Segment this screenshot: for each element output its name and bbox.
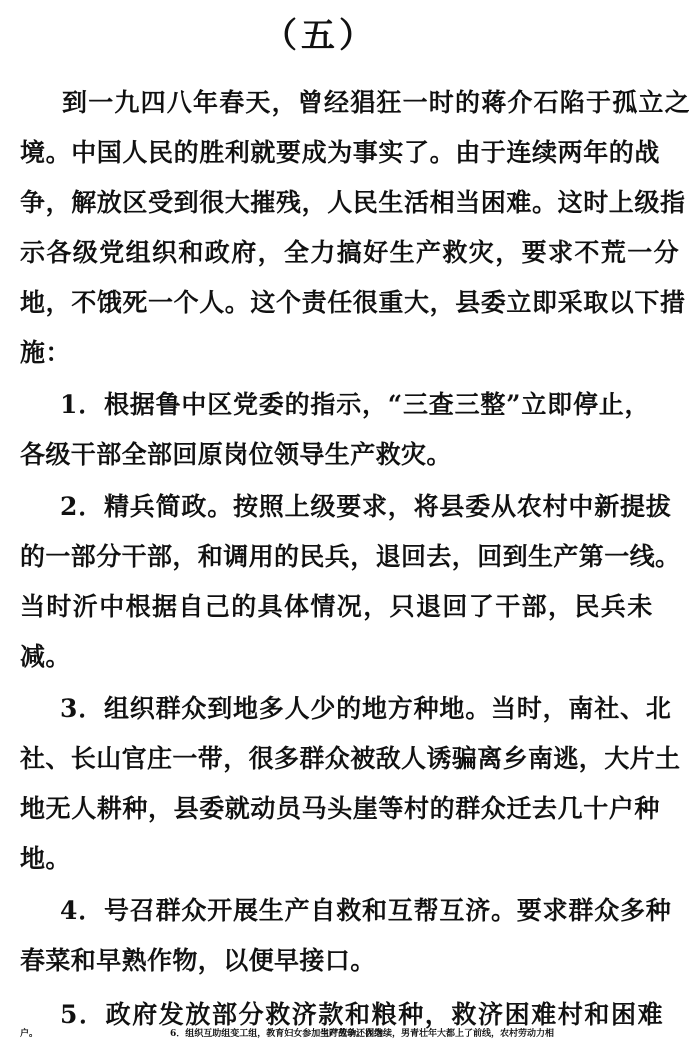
text-line: 施： <box>20 338 71 367</box>
list-item-line: 3．组织群众到地多人少的地方种地。当时，南社、北 <box>60 694 672 723</box>
list-item-line: 6．组织互助组变工组，教育妇女参加生产劳动。因为 <box>170 1029 384 1039</box>
section-heading: （五） <box>263 16 377 56</box>
list-item-line: 1．根据鲁中区党委的指示，“三查三整”立即停止， <box>60 390 651 419</box>
list-item-line: 2．精兵简政。按照上级要求，将县委从农村中新提拔 <box>60 492 672 521</box>
text-line: 春菜和早熟作物，以便早接口。 <box>20 946 376 975</box>
list-item-line: 4．号召群众开展生产自救和互帮互济。要求群众多种 <box>60 896 672 925</box>
text-line: 社、长山官庄一带，很多群众被敌人诱骗离乡南逃，大片土 <box>20 744 681 773</box>
list-item-line: 5．政府发放部分救济款和粮种，救济困难村和困难 <box>60 1000 665 1029</box>
text-line: 地无人耕种，县委就动员马头崖等村的群众迁去几十户种 <box>20 794 661 823</box>
text-line: 当时战争还在继续，男青壮年大都上了前线，农村劳动力相 <box>320 1029 555 1039</box>
text-line: 境。中国人民的胜利就要成为事实了。由于连续两年的战 <box>20 138 661 167</box>
text-line: 示各级党组织和政府，全力搞好生产救灾，要求不荒一分 <box>20 238 681 267</box>
text-line: 减。 <box>20 642 71 671</box>
text-line: 地，不饿死一个人。这个责任很重大，县委立即采取以下措 <box>20 288 686 317</box>
text-line: 户。 <box>20 1029 39 1039</box>
text-line: 当时沂中根据自己的具体情况，只退回了干部，民兵未 <box>20 592 654 621</box>
text-line: 各级干部全部回原岗位领导生产救灾。 <box>20 440 452 469</box>
text-line: 到一九四八年春天，曾经猖狂一时的蒋介石陷于孤立之 <box>62 88 691 117</box>
text-line: 的一部分干部，和调用的民兵，退回去，回到生产第一线。 <box>20 542 681 571</box>
text-line: 争，解放区受到很大摧残，人民生活相当困难。这时上级指 <box>20 188 686 217</box>
text-line: 地。 <box>20 844 71 873</box>
